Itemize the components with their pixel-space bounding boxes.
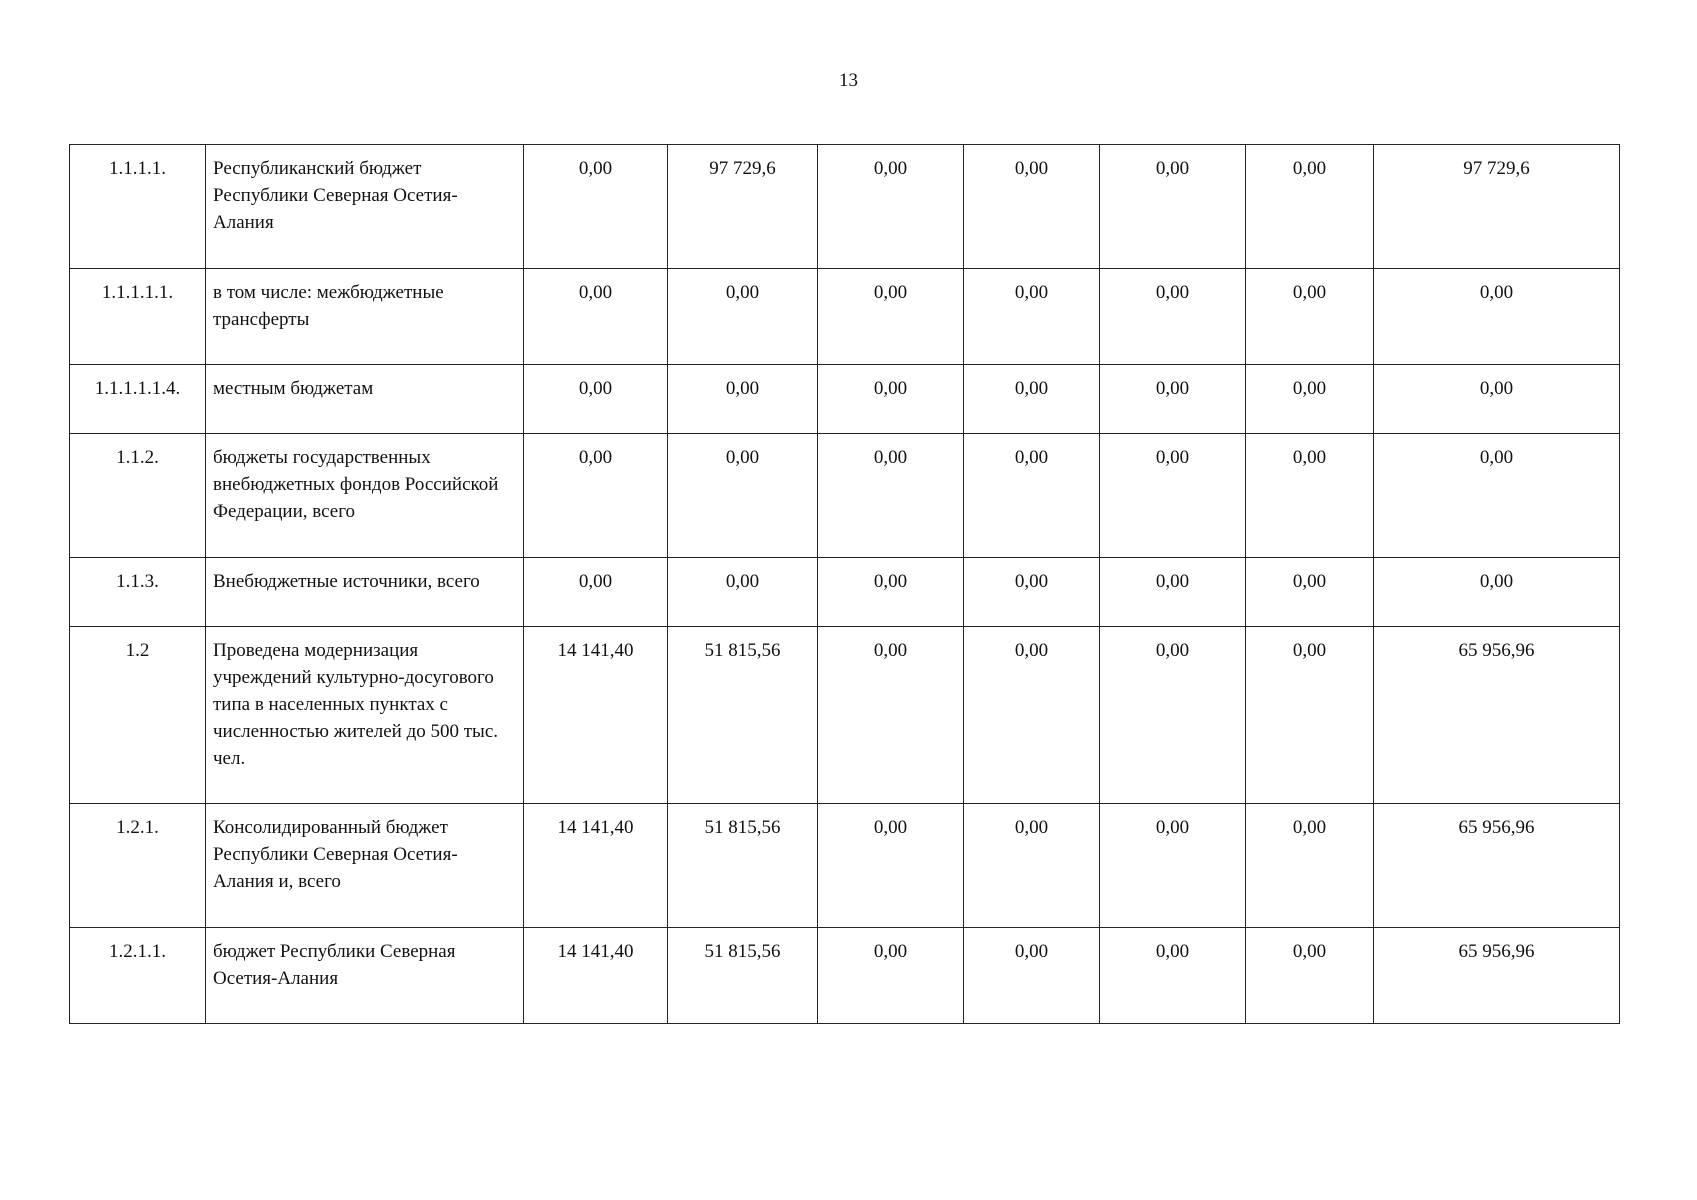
value-cell: 0,00 [1246, 365, 1374, 434]
total-cell: 0,00 [1374, 269, 1620, 365]
value-cell: 0,00 [1246, 627, 1374, 804]
total-cell: 97 729,6 [1374, 145, 1620, 269]
total-cell: 0,00 [1374, 365, 1620, 434]
value-cell: 0,00 [1100, 627, 1246, 804]
total-cell: 65 956,96 [1374, 928, 1620, 1024]
budget-table [69, 144, 1620, 1024]
value-cell: 0,00 [1100, 928, 1246, 1024]
value-cell: 0,00 [524, 145, 668, 269]
value-cell: 51 815,56 [668, 928, 818, 1024]
value-cell: 0,00 [524, 365, 668, 434]
table-row [70, 558, 1620, 627]
value-cell: 0,00 [818, 928, 964, 1024]
table-row [70, 365, 1620, 434]
value-cell: 0,00 [1246, 269, 1374, 365]
value-cell: 14 141,40 [524, 627, 668, 804]
value-cell: 0,00 [668, 558, 818, 627]
value-cell: 0,00 [818, 269, 964, 365]
value-cell: 0,00 [818, 145, 964, 269]
value-cell: 0,00 [818, 558, 964, 627]
value-cell: 97 729,6 [668, 145, 818, 269]
value-cell: 0,00 [1100, 269, 1246, 365]
value-cell: 0,00 [818, 627, 964, 804]
total-cell: 0,00 [1374, 558, 1620, 627]
value-cell: 0,00 [964, 804, 1100, 928]
value-cell: 0,00 [668, 434, 818, 558]
value-cell: 0,00 [1246, 145, 1374, 269]
value-cell: 0,00 [1246, 804, 1374, 928]
row-code: 1.1.1.1.1. [70, 269, 206, 365]
value-cell: 0,00 [1100, 145, 1246, 269]
table-row [70, 804, 1620, 928]
value-cell: 0,00 [964, 434, 1100, 558]
value-cell: 14 141,40 [524, 928, 668, 1024]
row-description: бюджет Республики Северная Осетия-Алания [206, 928, 524, 1024]
value-cell: 0,00 [524, 558, 668, 627]
value-cell: 0,00 [964, 558, 1100, 627]
row-description: Проведена модернизация учреждений культурно-досугового типа в населенных пунктах с численностью жителей до 500 тыс. чел. [206, 627, 524, 804]
value-cell: 0,00 [964, 928, 1100, 1024]
value-cell: 51 815,56 [668, 804, 818, 928]
value-cell: 0,00 [964, 627, 1100, 804]
value-cell: 0,00 [524, 434, 668, 558]
row-description: местным бюджетам [206, 365, 524, 434]
value-cell: 0,00 [1246, 928, 1374, 1024]
row-description: в том числе: межбюджетные трансферты [206, 269, 524, 365]
table-row [70, 145, 1620, 269]
row-code: 1.1.3. [70, 558, 206, 627]
row-code: 1.1.1.1.1.4. [70, 365, 206, 434]
value-cell: 0,00 [964, 145, 1100, 269]
value-cell: 14 141,40 [524, 804, 668, 928]
value-cell: 0,00 [1100, 434, 1246, 558]
value-cell: 0,00 [1246, 434, 1374, 558]
value-cell: 0,00 [964, 269, 1100, 365]
value-cell: 0,00 [1100, 365, 1246, 434]
row-description: Внебюджетные источники, всего [206, 558, 524, 627]
row-code: 1.2.1.1. [70, 928, 206, 1024]
value-cell: 0,00 [1246, 558, 1374, 627]
row-code: 1.1.1.1. [70, 145, 206, 269]
row-description: бюджеты государственных внебюджетных фондов Российской Федерации, всего [206, 434, 524, 558]
total-cell: 65 956,96 [1374, 627, 1620, 804]
value-cell: 0,00 [818, 434, 964, 558]
row-description: Консолидированный бюджет Республики Северная Осетия-Алания и, всего [206, 804, 524, 928]
value-cell: 51 815,56 [668, 627, 818, 804]
value-cell: 0,00 [668, 365, 818, 434]
page-number: 13 [839, 70, 858, 91]
row-description: Республиканский бюджет Республики Северная Осетия-Алания [206, 145, 524, 269]
total-cell: 0,00 [1374, 434, 1620, 558]
table-row [70, 928, 1620, 1024]
value-cell: 0,00 [524, 269, 668, 365]
value-cell: 0,00 [1100, 558, 1246, 627]
value-cell: 0,00 [668, 269, 818, 365]
value-cell: 0,00 [818, 365, 964, 434]
row-code: 1.2 [70, 627, 206, 804]
row-code: 1.2.1. [70, 804, 206, 928]
table-row [70, 434, 1620, 558]
table-row [70, 269, 1620, 365]
table-row [70, 627, 1620, 804]
row-code: 1.1.2. [70, 434, 206, 558]
table-body [70, 145, 1620, 1024]
value-cell: 0,00 [1100, 804, 1246, 928]
value-cell: 0,00 [818, 804, 964, 928]
value-cell: 0,00 [964, 365, 1100, 434]
total-cell: 65 956,96 [1374, 804, 1620, 928]
